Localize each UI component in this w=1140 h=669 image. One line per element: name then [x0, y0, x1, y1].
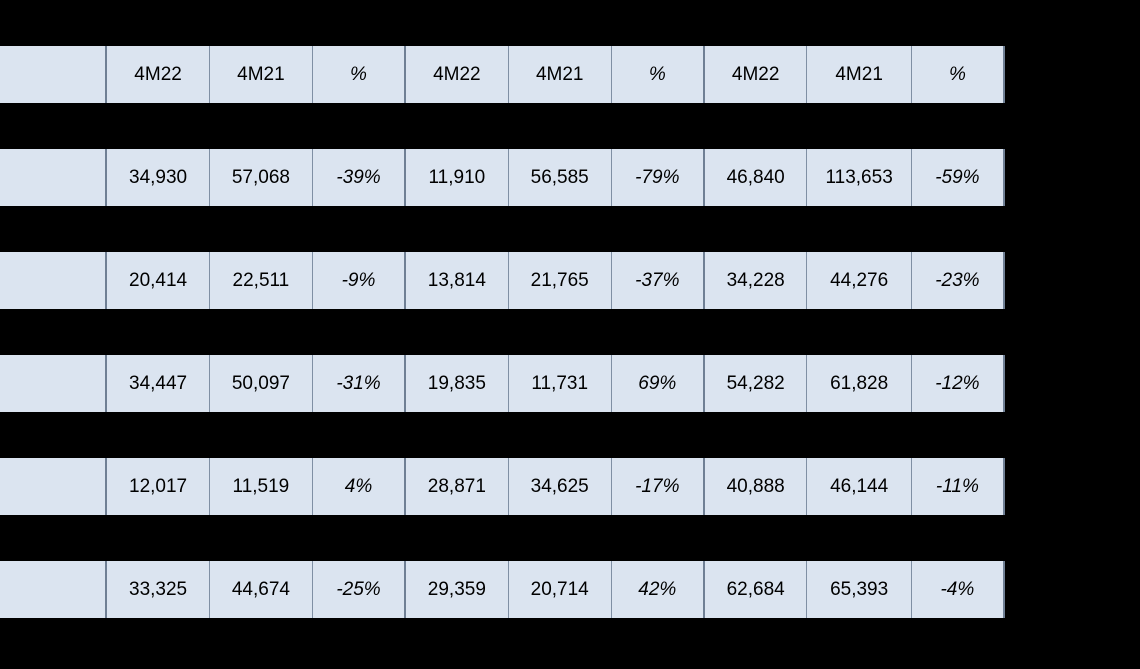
cell-g3-4m21: 113,653	[807, 149, 911, 206]
spacer-cell	[0, 206, 1004, 252]
cell-g1-4m21: 57,068	[209, 149, 312, 206]
cell-g3-4m22: 46,840	[704, 149, 807, 206]
cell-g3-pct: -59%	[911, 149, 1004, 206]
table-row-spacer	[0, 206, 1004, 252]
table-row	[0, 149, 1004, 206]
cell-g3-4m22: 34,228	[704, 252, 807, 309]
cell-g2-4m22: 28,871	[405, 458, 508, 515]
table-row-spacer	[0, 103, 1004, 149]
cell-g1-pct: -39%	[312, 149, 405, 206]
header-g3-pct: %	[911, 46, 1004, 103]
cell-g3-4m22: 54,282	[704, 355, 807, 412]
cell-g1-pct: -31%	[312, 355, 405, 412]
header-g2-4m22: 4M22	[405, 46, 508, 103]
row-label	[0, 561, 106, 618]
cell-g1-4m21: 22,511	[209, 252, 312, 309]
header-g2-pct: %	[611, 46, 704, 103]
table-row	[0, 561, 1004, 618]
table-header-row	[0, 46, 1004, 103]
cell-g2-4m21: 56,585	[508, 149, 611, 206]
cell-g2-pct: 69%	[611, 355, 704, 412]
table-row-spacer	[0, 515, 1004, 561]
comparison-table	[0, 46, 1005, 618]
cell-g2-4m21: 11,731	[508, 355, 611, 412]
header-g1-pct: %	[312, 46, 405, 103]
row-label	[0, 149, 106, 206]
table-row-spacer	[0, 412, 1004, 458]
header-g3-4m21: 4M21	[807, 46, 911, 103]
table-row	[0, 252, 1004, 309]
header-g1-4m21: 4M21	[209, 46, 312, 103]
spacer-cell	[0, 515, 1004, 561]
cell-g2-4m22: 11,910	[405, 149, 508, 206]
cell-g1-4m21: 44,674	[209, 561, 312, 618]
cell-g2-pct: 42%	[611, 561, 704, 618]
header-g1-4m22: 4M22	[106, 46, 209, 103]
cell-g3-4m22: 62,684	[704, 561, 807, 618]
row-label	[0, 252, 106, 309]
cell-g1-pct: -9%	[312, 252, 405, 309]
cell-g2-4m22: 13,814	[405, 252, 508, 309]
row-label	[0, 355, 106, 412]
header-label	[0, 46, 106, 103]
cell-g2-4m22: 29,359	[405, 561, 508, 618]
cell-g2-pct: -17%	[611, 458, 704, 515]
row-label	[0, 458, 106, 515]
spacer-cell	[0, 412, 1004, 458]
cell-g1-4m22: 34,930	[106, 149, 209, 206]
cell-g3-4m21: 46,144	[807, 458, 911, 515]
cell-g1-4m21: 50,097	[209, 355, 312, 412]
cell-g1-4m22: 20,414	[106, 252, 209, 309]
cell-g2-pct: -79%	[611, 149, 704, 206]
cell-g1-4m22: 33,325	[106, 561, 209, 618]
cell-g2-pct: -37%	[611, 252, 704, 309]
spacer-cell	[0, 103, 1004, 149]
header-g2-4m21: 4M21	[508, 46, 611, 103]
cell-g3-pct: -23%	[911, 252, 1004, 309]
cell-g1-pct: -25%	[312, 561, 405, 618]
header-g3-4m22: 4M22	[704, 46, 807, 103]
cell-g3-4m21: 65,393	[807, 561, 911, 618]
table-row	[0, 355, 1004, 412]
cell-g3-pct: -4%	[911, 561, 1004, 618]
cell-g2-4m21: 34,625	[508, 458, 611, 515]
table-row	[0, 458, 1004, 515]
cell-g2-4m21: 21,765	[508, 252, 611, 309]
cell-g3-pct: -11%	[911, 458, 1004, 515]
cell-g2-4m21: 20,714	[508, 561, 611, 618]
cell-g3-4m21: 61,828	[807, 355, 911, 412]
cell-g1-pct: 4%	[312, 458, 405, 515]
cell-g3-4m21: 44,276	[807, 252, 911, 309]
cell-g1-4m21: 11,519	[209, 458, 312, 515]
cell-g3-pct: -12%	[911, 355, 1004, 412]
spacer-cell	[0, 309, 1004, 355]
table-row-spacer	[0, 309, 1004, 355]
cell-g2-4m22: 19,835	[405, 355, 508, 412]
cell-g1-4m22: 12,017	[106, 458, 209, 515]
cell-g3-4m22: 40,888	[704, 458, 807, 515]
cell-g1-4m22: 34,447	[106, 355, 209, 412]
